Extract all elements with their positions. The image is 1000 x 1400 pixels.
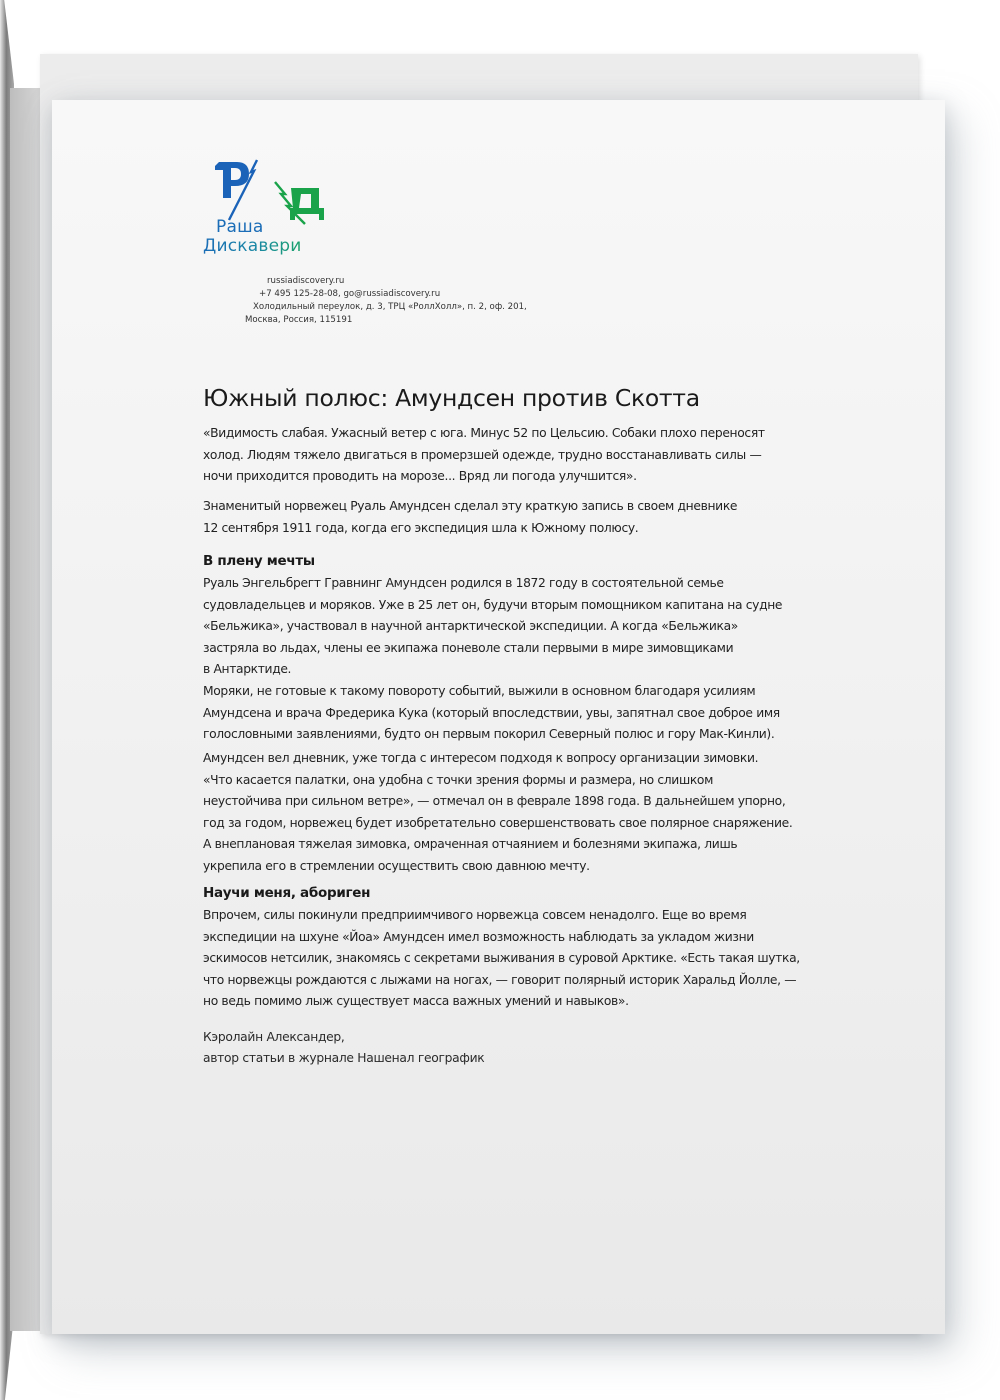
logo-name-line1: Раша <box>216 217 264 237</box>
text-line: «Что касается палатки, она удобна с точки зрения формы и размера, но слишком <box>203 772 714 787</box>
text-line: судовладельцев и моряков. Уже в 25 лет он, будучи вторым помощником капитана на судне <box>203 597 783 612</box>
text-line: Амундсена и врача Фредерика Кука (который впоследствии, увы, запятнал свое доброе имя <box>203 705 780 720</box>
logo-name-line2: Дискавери <box>203 236 302 256</box>
text-line: голословными заявлениями, будто он первым покорил Северный полюс и гору Мак-Кинли). <box>203 727 775 741</box>
signature-author: Кэролайн Александер, <box>203 1030 345 1044</box>
intro-note <box>203 496 803 539</box>
logo-r-mark <box>215 160 257 220</box>
section-heading: В плену мечты <box>203 553 315 569</box>
text-line: 12 сентября 1911 года, когда его экспедиция шла к Южному полюсу. <box>203 520 639 535</box>
text-line: Руаль Энгельбрегт Гравнинг Амундсен родился в 1872 году в состоятельной семье <box>203 576 724 590</box>
text-line: укрепила его в стремлении осуществить свою давнюю мечту. <box>203 858 590 873</box>
text-line: «Видимость слабая. Ужасный ветер с юга. Минус 52 по Цельсию. Собаки плохо переносят <box>203 426 765 440</box>
text-line: экспедиции на шхуне «Йоа» Амундсен имел возможность наблюдать за укладом жизни <box>203 929 754 944</box>
contact-phone-email: +7 495 125-28-08, go@russiadiscovery.ru <box>259 289 441 299</box>
text-line: что норвежцы рождаются с лыжами на ногах, — говорит полярный историк Харальд Йолле, — <box>203 972 797 987</box>
section-paragraph <box>203 905 803 1013</box>
text-line: но ведь помимо лыж существует масса важных умений и навыков». <box>203 994 629 1008</box>
text-line: холод. Людям тяжело двигаться в промерзшей одежде, трудно восстанавливать силы — <box>203 447 762 462</box>
logo-wordmark <box>203 218 301 256</box>
text-line: эскимосов нетсилик, знакомясь с секретами выживания в суровой Арктике. «Есть такая шутка, <box>203 951 800 965</box>
text-line: год за годом, норвежец будет изобретательно совершенствовать свое полярное снаряжение. <box>203 815 793 830</box>
section-paragraph <box>203 573 803 681</box>
signature <box>203 1027 484 1069</box>
signature-role: автор статьи в журнале Нашенал географик <box>203 1051 485 1065</box>
text-line: застряла во льдах, члены ее экипажа поневоле стали первыми в мире зимовщиками <box>203 640 734 655</box>
contact-website[interactable]: russiadiscovery.ru <box>267 276 345 286</box>
text-line: ночи приходится проводить на морозе... Вряд ли погода улучшится». <box>203 469 637 483</box>
contact-address-line2: Москва, Россия, 115191 <box>245 315 353 325</box>
section-paragraph <box>203 748 803 877</box>
article-title: Южный полюс: Амундсен против Скотта <box>203 384 700 412</box>
text-line: «Бельжика», участвовал в научной антарктической экспедиции. А когда «Бельжика» <box>203 619 738 633</box>
section-paragraph <box>203 681 803 746</box>
text-line: Знаменитый норвежец Руаль Амундсен сделал эту краткую запись в своем дневнике <box>203 499 738 513</box>
text-line: Впрочем, силы покинули предприимчивого норвежца совсем ненадолго. Еще во время <box>203 908 747 922</box>
intro-quote <box>203 423 803 488</box>
text-line: Амундсен вел дневник, уже тогда с интересом подходя к вопросу организации зимовки. <box>203 751 759 765</box>
text-line: Моряки, не готовые к такому повороту событий, выжили в основном благодаря усилиям <box>203 684 756 698</box>
text-line: А внеплановая тяжелая зимовка, омраченная отчаянием и болезнями экипажа, лишь <box>203 837 738 851</box>
contact-address-line1: Холодильный переулок, д. 3, ТРЦ «РоллХолл», п. 2, оф. 201, <box>253 302 527 312</box>
section-heading: Научи меня, абориген <box>203 885 371 901</box>
text-line: в Антарктиде. <box>203 662 292 676</box>
text-line: неустойчива при сильном ветре», — отмечал он в феврале 1898 года. В дальнейшем упорно, <box>203 794 786 808</box>
